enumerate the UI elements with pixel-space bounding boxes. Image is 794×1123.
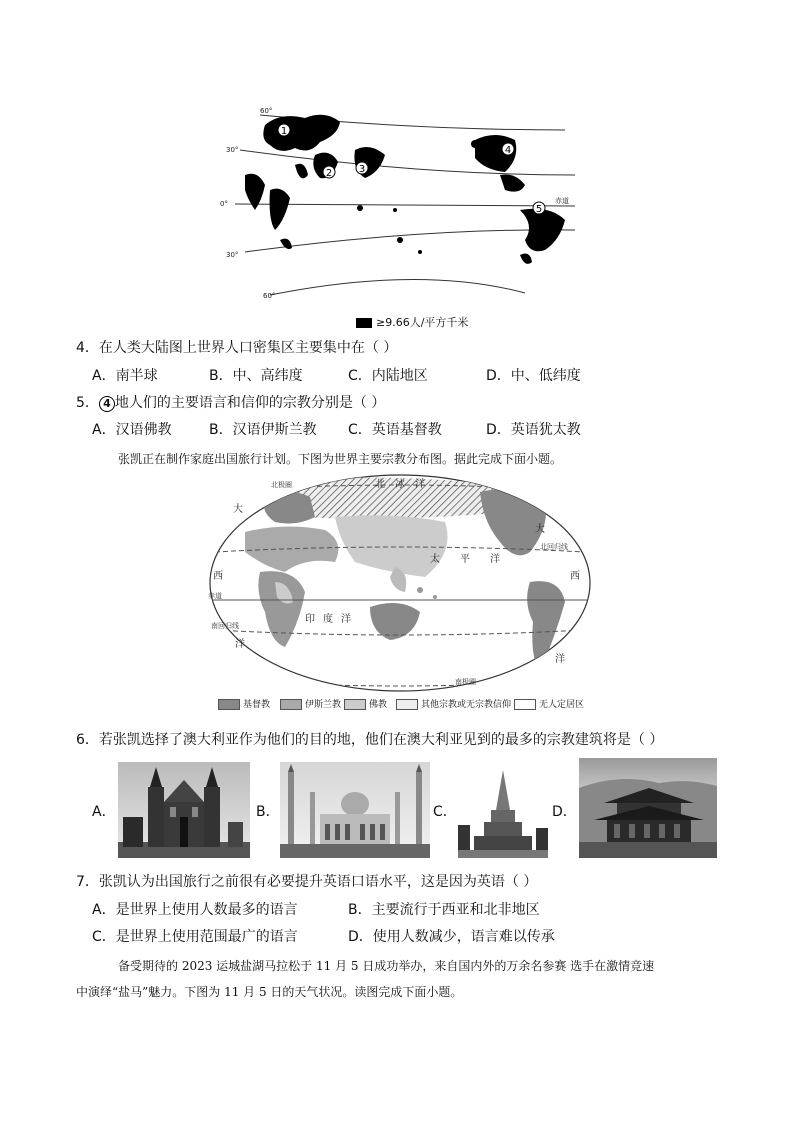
ocean-char-7: 洋 <box>490 554 500 565</box>
swatch-buddhism <box>344 699 366 710</box>
swatch-christianity <box>218 699 240 710</box>
lat-60s: 60° <box>263 292 276 300</box>
ocean-char-8: 印 <box>305 614 315 625</box>
q6-stem: 6．若张凯选择了澳大利亚作为他们的目的地，他们在澳大利亚见到的最多的宗教建筑将是（ ） <box>76 732 664 748</box>
line-label-capricorn: 南回归线 <box>211 622 239 630</box>
q5-rest: 地人们的主要语言和信仰的宗教分别是（ ） <box>114 395 386 411</box>
circle-label-1: 1 <box>280 126 288 137</box>
line-label-arctic: 北极圈 <box>271 481 292 489</box>
q5-circle: 4 <box>99 396 115 412</box>
mosque-svg <box>280 762 430 858</box>
legend-label-christianity: 基督教 <box>243 700 271 710</box>
legend-label-islam: 伊斯兰教 <box>305 700 342 710</box>
religion-map <box>205 472 595 694</box>
q7-option-b[interactable]: B．主要流行于西亚和北非地区 <box>348 902 540 918</box>
population-map <box>220 100 580 310</box>
ocean-char-0: 北 <box>375 479 385 490</box>
intro-marathon-line2: 中演绎“盐马”魅力。下图为 11 月 5 日的天气状况。读图完成下面小题。 <box>76 985 463 999</box>
ocean-char-13: 西 <box>570 571 580 582</box>
q5-option-c[interactable]: C．英语基督教 <box>348 422 442 438</box>
q5-stem <box>76 393 385 413</box>
pagoda-svg <box>458 770 548 858</box>
q5-option-d[interactable]: D．英语犹太教 <box>486 422 581 438</box>
q7-option-d[interactable]: D．使用人数减少，语言难以传承 <box>348 929 555 945</box>
q4-option-d[interactable]: D．中、低纬度 <box>486 368 581 384</box>
q7-option-a[interactable]: A．是世界上使用人数最多的语言 <box>92 902 298 918</box>
equator-label: 赤道 <box>555 197 569 205</box>
q5-prefix: 5． <box>76 395 99 411</box>
pagoda-photo[interactable] <box>458 770 548 858</box>
circle-label-3: 3 <box>358 164 366 175</box>
lat-30s: 30° <box>226 251 239 259</box>
legend-item-buddhism <box>344 697 387 710</box>
lat-0: 0° <box>220 200 228 208</box>
legend-text: ≥9.66人/平方千米 <box>376 316 469 329</box>
legend-label-buddhism: 佛教 <box>369 700 388 710</box>
legend-swatch <box>356 318 372 328</box>
ocean-char-1: 冰 <box>395 479 405 490</box>
ocean-char-9: 度 <box>323 614 333 625</box>
ocean-char-3: 大 <box>233 504 243 515</box>
intro-marathon-line1: 备受期待的 2023 运城盐湖马拉松于 11 月 5 日成功举办，来自国内外的万余名参赛 选手在激情竞速 <box>118 959 655 973</box>
q4-stem: 4．在人类大陆图上世界人口密集区主要集中在（ ） <box>76 340 398 356</box>
legend-item-islam <box>280 697 341 710</box>
ocean-char-2: 洋 <box>415 479 425 490</box>
q7-stem: 7．张凯认为出国旅行之前很有必要提升英语口语水平，这是因为英语（ ） <box>76 874 538 890</box>
ocean-char-6: 平 <box>460 554 470 565</box>
legend-item-uninhabited <box>514 697 584 710</box>
q7-option-c[interactable]: C．是世界上使用范围最广的语言 <box>92 929 298 945</box>
legend-item-other <box>396 697 511 710</box>
lat-60n: 60° <box>260 107 273 115</box>
circle-label-2: 2 <box>325 168 333 179</box>
ocean-char-11: 西 <box>213 571 223 582</box>
q5-option-b[interactable]: B．汉语伊斯兰教 <box>209 422 317 438</box>
lat-30n: 30° <box>226 146 239 154</box>
q6-option-c[interactable]: C． <box>433 804 457 820</box>
q6-option-a[interactable]: A． <box>92 804 116 820</box>
legend-label-other: 其他宗教或无宗教信仰 <box>421 700 512 710</box>
q6-option-d[interactable]: D． <box>552 804 577 820</box>
circle-label-4: 4 <box>504 145 512 156</box>
population-legend <box>356 314 468 330</box>
church-svg <box>118 762 250 858</box>
q4-option-b[interactable]: B．中、高纬度 <box>209 368 303 384</box>
q4-option-a[interactable]: A．南半球 <box>92 368 158 384</box>
mosque-photo[interactable] <box>280 762 430 858</box>
ocean-char-14: 洋 <box>555 654 565 665</box>
q6-option-b[interactable]: B． <box>256 804 280 820</box>
religion-legend <box>218 697 598 711</box>
line-label-antarctic: 南极圈 <box>455 678 476 686</box>
ocean-char-10: 洋 <box>341 614 351 625</box>
religion-map-svg <box>205 472 595 694</box>
swatch-uninhabited <box>514 699 536 710</box>
swatch-other <box>396 699 418 710</box>
legend-item-christianity <box>218 697 270 710</box>
q5-option-a[interactable]: A．汉语佛教 <box>92 422 172 438</box>
ocean-char-4: 大 <box>535 524 545 535</box>
swatch-islam <box>280 699 302 710</box>
ocean-char-12: 洋 <box>235 639 245 650</box>
ocean-char-5: 太 <box>430 554 440 565</box>
church-photo[interactable] <box>118 762 250 858</box>
intro-religion: 张凯正在制作家庭出国旅行计划。下图为世界主要宗教分布图。据此完成下面小题。 <box>118 452 563 466</box>
circle-label-5: 5 <box>535 204 543 215</box>
q4-option-c[interactable]: C．内陆地区 <box>348 368 428 384</box>
line-label-cancer: 北回归线 <box>540 543 568 551</box>
legend-label-uninhabited: 无人定居区 <box>539 700 585 710</box>
line-label-equator: 赤道 <box>208 592 222 600</box>
temple-svg <box>579 758 717 858</box>
population-map-svg <box>220 100 580 310</box>
temple-photo[interactable] <box>579 758 717 858</box>
